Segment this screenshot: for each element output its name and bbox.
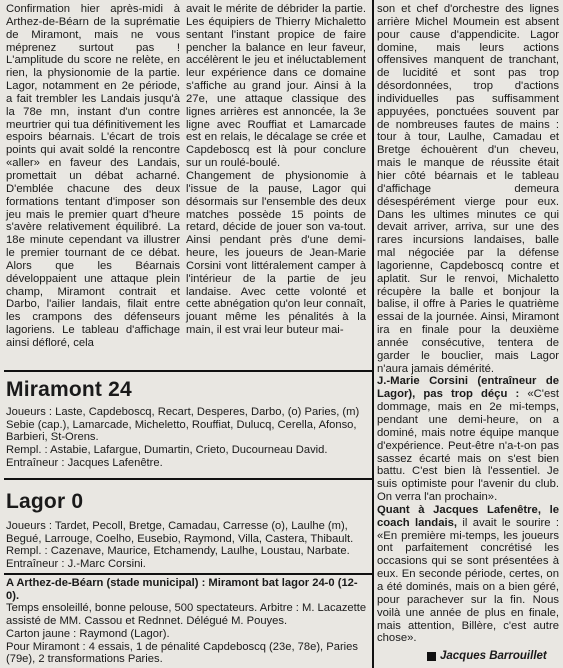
article-paragraph: son et chef d'orchestre des lignes arrière Michel Moumein est absent pour cause d'appendicite. Lagor domine, mais leurs actions offensives manquent de tranchant, de lucidité et sont pas trop désordonnées, trop d'actions individuelles pas suffisamment appuyées, ponctuées souvent par de nombreuses fautes de mains : tour à tour, Laulhe, Camadau et Bretge échouèrent d'un cheveu, mais le manque de réussite était hier côté béarnais et le tableau d'affichage demeura désespérément vierge pour eux. Dans les ultimes minutes ce qui devait arriver, arriva, sur une des rares incursions landaises, balle mal négociée par la défense lagorienne, Capdeboscq contre et aplatit. Sur le renvoi, Michaletto récupère la balle et bonjour la balise, il offre à Paries le quatrième essai de la journée. Ainsi, Miramont ira en finale pour la deuxième année consécutive, tentera de garder le bouclier, mais Lagor n'aura jamais démérité. <box>377 3 559 375</box>
quote-paragraph <box>377 375 559 503</box>
quote-text: «C'est dommage, mais en 2e mi-temps, pendant une demi-heure, on a dominé, mais notre équipe manque d'expérience. Peut-être n'a-t-on pas sassez écarté mais on s'est bien battu. C'est bien là l'essentiel. Je suis optimiste pour l'avenir du club. On verra l'an prochain». <box>377 388 560 504</box>
match-summary <box>6 577 368 666</box>
summary-line: Pour Miramont : 4 essais, 1 de pénalité Capdeboscq (23e, 78e), Paries (79e), 2 transformations Paries. <box>6 640 358 666</box>
article-column-2 <box>186 3 366 337</box>
article-column-1 <box>6 3 180 350</box>
article-paragraph: avait le mérite de débrider la partie. Les équipiers de Thierry Michaletto sentant l'instant propice de faire pencher la balance en leur faveur, accélèrent le jeu et inéluctablement leur expérience dans ce domaine s'affiche au grand jour. Ainsi à la 27e, une attaque classique des lignes arrières est annoncée, la 3e ligne avec Rouffiat et Lamarcade est en relais, le décalage se crée et Capdeboscq est là pour conclure sur un roulé-boulé. <box>186 3 366 170</box>
author-signature: Jacques Barrouillet <box>440 650 547 662</box>
section-divider <box>4 573 372 575</box>
lineup-line: Joueurs : Laste, Capdeboscq, Recart, Desperes, Darbo, (o) Paries, (m) <box>6 406 360 418</box>
article-paragraph: Changement de physionomie à l'issue de la pause, Lagor qui désormais sur l'ensemble des deux matches possède 15 points de retard, décide de jouer son va-tout. Ainsi pendant près d'une demi-heure, les joueurs de Jean-Marie Corsini vont littéralement camper à l'intérieur de la partie de jeu landaise. Avec cette volonté et cette abnégation qu'on leur connaît, jouant même les pénalités à la main, il est vrai leur buteur mai- <box>186 169 366 337</box>
lineup-line: Begué, Larrouge, Coelho, Eusebio, Raymond, Villa, Castera, Thibault. <box>6 532 354 545</box>
summary-line: Temps ensoleillé, bonne pelouse, 500 spectateurs. Arbitre : M. Lacazette assisté de MM. Cassou et Rednnet. Délégué M. Pouyes. <box>6 602 367 628</box>
quote-paragraph <box>377 504 559 645</box>
lineup-line: Rempl. : Astabie, Lafargue, Dumartin, Crieto, Ducourneau David. <box>6 444 328 457</box>
section-divider <box>4 370 372 372</box>
team-score-title: Miramont 24 <box>6 378 132 401</box>
quote-speaker: J.-Marie Corsini (entraîneur de Lagor), pas trop déçu : <box>377 375 559 401</box>
summary-line: A Arthez-de-Béarn (stade municipal) : Miramont bat lagor 24-0 (12-0). <box>6 577 358 602</box>
lineup-line: Entraîneur : J.-Marc Corsini. <box>6 558 146 571</box>
lineup-line: Sebie (cap.), Lamarcade, Micheletto, Rouffiat, Dulucq, Cerella, Afonso, <box>6 418 357 431</box>
team-lineup <box>6 406 368 470</box>
summary-line: Carton jaune : Raymond (Lagor). <box>6 627 170 640</box>
quote-text: il avait le sourire : «En première mi-temps, les joueurs ont parfaitement concrétisé les occasions qui se sont présentées à eux. En seconde période, certes, on a été dominés, mais on a bien géré, pour parachever sur la fin. Nous voilà une année de plus en finale, mais attention, Billère, c'est autre chose». <box>377 516 560 645</box>
article-column-3 <box>377 3 559 645</box>
lineup-line: Barbieri, St-Orens. <box>6 431 99 444</box>
lineup-line: Entraîneur : Jacques Lafenêtre. <box>6 456 163 469</box>
article-paragraph: Confirmation hier après-midi à Arthez-de-Béarn de la suprématie de Miramont, mais ne vous méprenez surtout pas ! L'amplitude du score ne relète, en rien, la physionomie de la partie. Lagor, notamment en 2e période, a fait trembler les Landais jusqu'à la 78e mn, instant d'un contre meurtrier qui tua définitivement les espoirs béarnais. L'écart de trois points qui avait soldé la rencontre «aller» en faveur des Landais, promettait un débat acharné. D'emblée chacune des deux formations tentant d'imposer son jeu mais le premier quart d'heure s'avère relativement équilibré. La 18e minute cependant va illustrer le premier tournant de ce débat. Alors que les Béarnais développaient une attaque plein champ, Miramont contrait et Darbo, l'ailier landais, filait entre les crampons des défenseurs lagoriens. Le tableau d'affichage ainsi défloré, cela <box>6 3 180 349</box>
quote-speaker: Quant à Jacques Lafenêtre, le coach landais, <box>377 503 559 529</box>
team-score-title: Lagor 0 <box>6 490 84 513</box>
column-separator <box>372 0 374 668</box>
team-lineup <box>6 520 368 571</box>
section-divider <box>4 478 372 480</box>
signature-square-icon <box>427 652 436 661</box>
lineup-line: Joueurs : Tardet, Pecoll, Bretge, Camadau, Carresse (o), Laulhe (m), <box>6 520 348 532</box>
lineup-line: Rempl. : Cazenave, Maurice, Etchamendy, Laulhe, Loustau, Narbate. <box>6 545 350 558</box>
